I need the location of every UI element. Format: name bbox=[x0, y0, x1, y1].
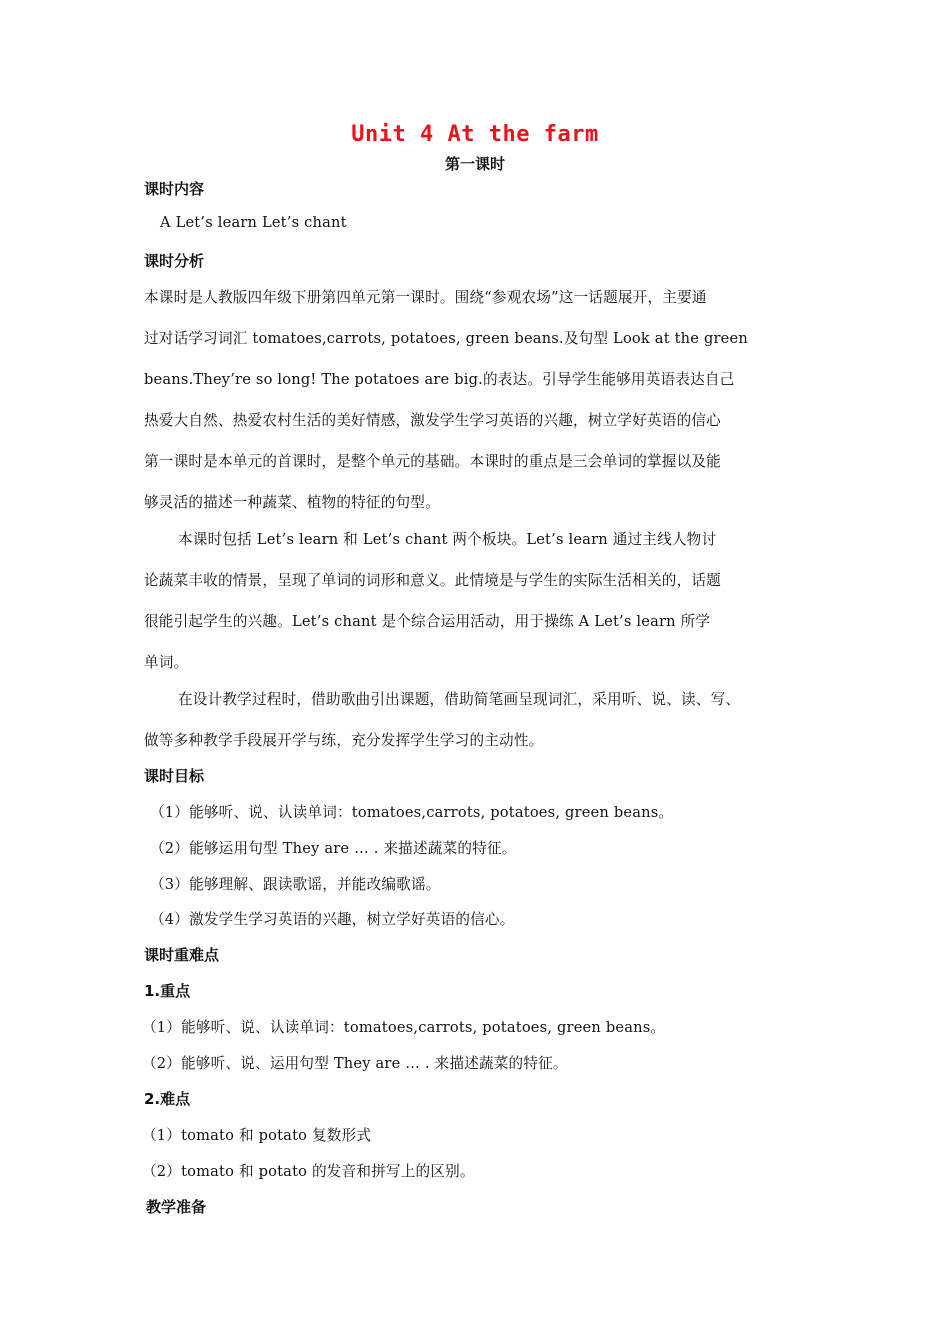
analysis-line: 在设计教学过程时，借助歌曲引出课题，借助简笔画呈现词汇，采用听、说、读、写、 bbox=[178, 691, 741, 708]
key-point-item: （2）能够听、说、运用句型 They are … . 来描述蔬菜的特征。 bbox=[142, 1055, 568, 1072]
goal-item: （4）激发学生学习英语的兴趣，树立学好英语的信心。 bbox=[150, 911, 515, 928]
analysis-line: 做等多种教学手段展开学与练，充分发挥学生学习的主动性。 bbox=[144, 732, 544, 749]
key-point-item: （1）能够听、说、认读单词：tomatoes,carrots, potatoes, green beans。 bbox=[142, 1019, 666, 1036]
goal-item: （1）能够听、说、认读单词：tomatoes,carrots, potatoes, green beans。 bbox=[150, 804, 674, 821]
document-title: Unit 4 At the farm bbox=[351, 122, 599, 147]
heading-key-points: 1.重点 bbox=[144, 982, 191, 1000]
heading-teaching-preparation: 教学准备 bbox=[146, 1198, 207, 1216]
lesson-content-line: A Let’s learn Let’s chant bbox=[160, 214, 347, 231]
goal-item: （2）能够运用句型 They are … . 来描述蔬菜的特征。 bbox=[150, 840, 517, 857]
lesson-subtitle: 第一课时 bbox=[444, 155, 505, 173]
analysis-line: beans.They’re so long! The potatoes are big.的表达。引导学生能够用英语表达自己 bbox=[144, 371, 735, 388]
difficult-point-item: （1）tomato 和 potato 复数形式 bbox=[142, 1127, 372, 1144]
heading-lesson-analysis: 课时分析 bbox=[144, 252, 205, 270]
heading-key-difficult-points: 课时重难点 bbox=[144, 946, 220, 964]
analysis-line: 单词。 bbox=[144, 654, 189, 671]
difficult-point-item: （2）tomato 和 potato 的发音和拼写上的区别。 bbox=[142, 1163, 475, 1180]
heading-lesson-content: 课时内容 bbox=[144, 180, 205, 198]
analysis-line: 论蔬菜丰收的情景，呈现了单词的词形和意义。此情境是与学生的实际生活相关的，话题 bbox=[144, 572, 721, 589]
analysis-line: 很能引起学生的兴趣。Let’s chant 是个综合运用活动，用于操练 A Let’s learn 所学 bbox=[144, 613, 711, 630]
analysis-line: 第一课时是本单元的首课时，是整个单元的基础。本课时的重点是三会单词的掌握以及能 bbox=[144, 453, 721, 470]
analysis-line: 热爱大自然、热爱农村生活的美好情感，激发学生学习英语的兴趣，树立学好英语的信心 bbox=[144, 412, 721, 429]
analysis-line: 本课时是人教版四年级下册第四单元第一课时。围绕“参观农场”这一话题展开，主要通 bbox=[144, 289, 707, 306]
analysis-line: 过对话学习词汇 tomatoes,carrots, potatoes, green beans.及句型 Look at the green bbox=[144, 330, 748, 347]
analysis-line: 够灵活的描述一种蔬菜、植物的特征的句型。 bbox=[144, 494, 440, 511]
heading-lesson-goals: 课时目标 bbox=[144, 767, 205, 785]
analysis-line: 本课时包括 Let’s learn 和 Let’s chant 两个板块。Let’s learn 通过主线人物讨 bbox=[178, 531, 717, 548]
goal-item: （3）能够理解、跟读歌谣，并能改编歌谣。 bbox=[150, 876, 441, 893]
heading-difficult-points: 2.难点 bbox=[144, 1090, 191, 1108]
